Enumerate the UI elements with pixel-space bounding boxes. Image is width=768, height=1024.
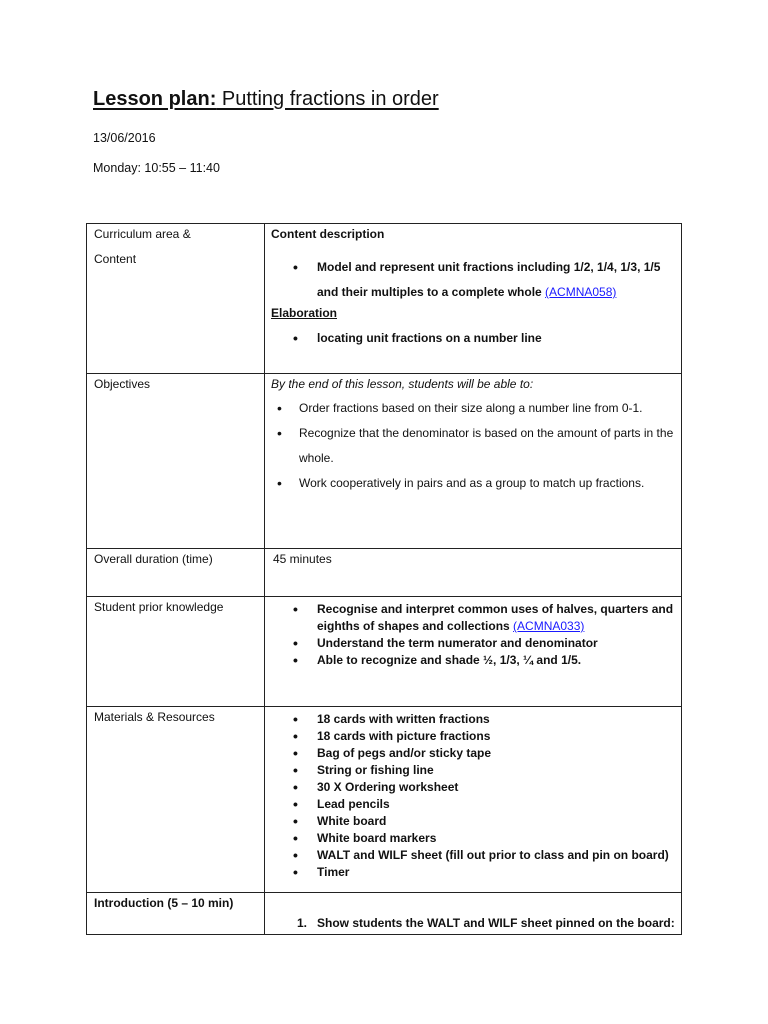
materials-item: • 18 cards with written fractions <box>271 711 675 728</box>
prior-knowledge-item: • Able to recognize and shade ½, 1/3, ¼ and 1/5. <box>271 652 675 669</box>
prior-knowledge-content-cell <box>265 597 682 707</box>
content-description-list <box>271 255 675 305</box>
title-prefix: Lesson plan: <box>93 88 217 110</box>
prior-knowledge-row <box>87 597 682 707</box>
introduction-content-cell <box>265 893 682 935</box>
elaboration-list <box>271 330 675 346</box>
duration-value: 45 minutes <box>273 552 332 566</box>
step-number: 1. <box>297 916 308 930</box>
objectives-content-cell <box>265 374 682 549</box>
objective-item: • Work cooperatively in pairs and as a group to match up fractions. <box>271 471 675 496</box>
materials-content-cell <box>265 707 682 893</box>
materials-item: • White board markers <box>271 830 675 847</box>
materials-item: • 18 cards with picture fractions <box>271 728 675 745</box>
duration-value-cell <box>265 549 682 597</box>
prior-knowledge-item <box>271 601 675 635</box>
objectives-label-cell <box>87 374 265 549</box>
materials-item: • Bag of pegs and/or sticky tape <box>271 745 675 762</box>
content-description-text: Model and represent unit fractions including 1/2, 1/4, 1/3, 1/5 and their multiples to a complete whole <box>317 260 661 299</box>
materials-row <box>87 707 682 893</box>
elaboration-heading: Elaboration <box>271 306 338 320</box>
curriculum-row <box>87 224 682 374</box>
prior-knowledge-label-cell <box>87 597 265 707</box>
prior-knowledge-item: • Understand the term numerator and denominator <box>271 635 675 652</box>
objectives-list <box>271 396 675 496</box>
materials-item: • WALT and WILF sheet (fill out prior to class and pin on board) <box>271 847 675 864</box>
objectives-row <box>87 374 682 549</box>
materials-item: • Timer <box>271 864 675 881</box>
objectives-label: Objectives <box>94 377 151 391</box>
acmna033-link[interactable]: (ACMNA033) <box>513 619 585 633</box>
materials-item: • String or fishing line <box>271 762 675 779</box>
objectives-intro: By the end of this lesson, students will be able to: <box>271 377 534 391</box>
acmna058-link[interactable]: (ACMNA058) <box>545 285 617 299</box>
materials-label: Materials & Resources <box>94 710 215 724</box>
duration-label-cell <box>87 549 265 597</box>
materials-list <box>271 711 675 881</box>
lesson-plan-table <box>86 223 682 935</box>
duration-label: Overall duration (time) <box>94 552 213 566</box>
curriculum-label-line2: Content <box>94 252 137 266</box>
curriculum-label-cell <box>87 224 265 374</box>
prior-knowledge-text: Recognise and interpret common uses of halves, quarters and eighths of shapes and collections <box>317 602 674 633</box>
materials-item: • White board <box>271 813 675 830</box>
materials-item: • Lead pencils <box>271 796 675 813</box>
content-description-item <box>271 255 675 305</box>
step-text: Show students the WALT and WILF sheet pinned on the board: <box>317 916 675 930</box>
curriculum-label-line1: Curriculum area & <box>94 227 191 241</box>
lesson-date: 13/06/2016 <box>93 131 156 145</box>
introduction-label-cell <box>87 893 265 935</box>
lesson-time: Monday: 10:55 – 11:40 <box>93 161 220 175</box>
prior-knowledge-list <box>271 601 675 669</box>
introduction-step <box>271 915 675 931</box>
title-topic: Putting fractions in order <box>216 88 439 110</box>
objective-item: • Recognize that the denominator is based on the amount of parts in the whole. <box>271 421 675 471</box>
curriculum-content-cell <box>265 224 682 374</box>
introduction-row <box>87 893 682 935</box>
materials-label-cell <box>87 707 265 893</box>
objective-item: • Order fractions based on their size along a number line from 0-1. <box>271 396 675 421</box>
duration-row <box>87 549 682 597</box>
introduction-steps <box>271 915 675 931</box>
prior-knowledge-label: Student prior knowledge <box>94 600 224 614</box>
lesson-title <box>93 88 439 111</box>
materials-item: • 30 X Ordering worksheet <box>271 779 675 796</box>
introduction-label: Introduction (5 – 10 min) <box>94 896 234 910</box>
content-description-heading: Content description <box>271 227 385 241</box>
elaboration-item: • locating unit fractions on a number line <box>271 330 675 346</box>
